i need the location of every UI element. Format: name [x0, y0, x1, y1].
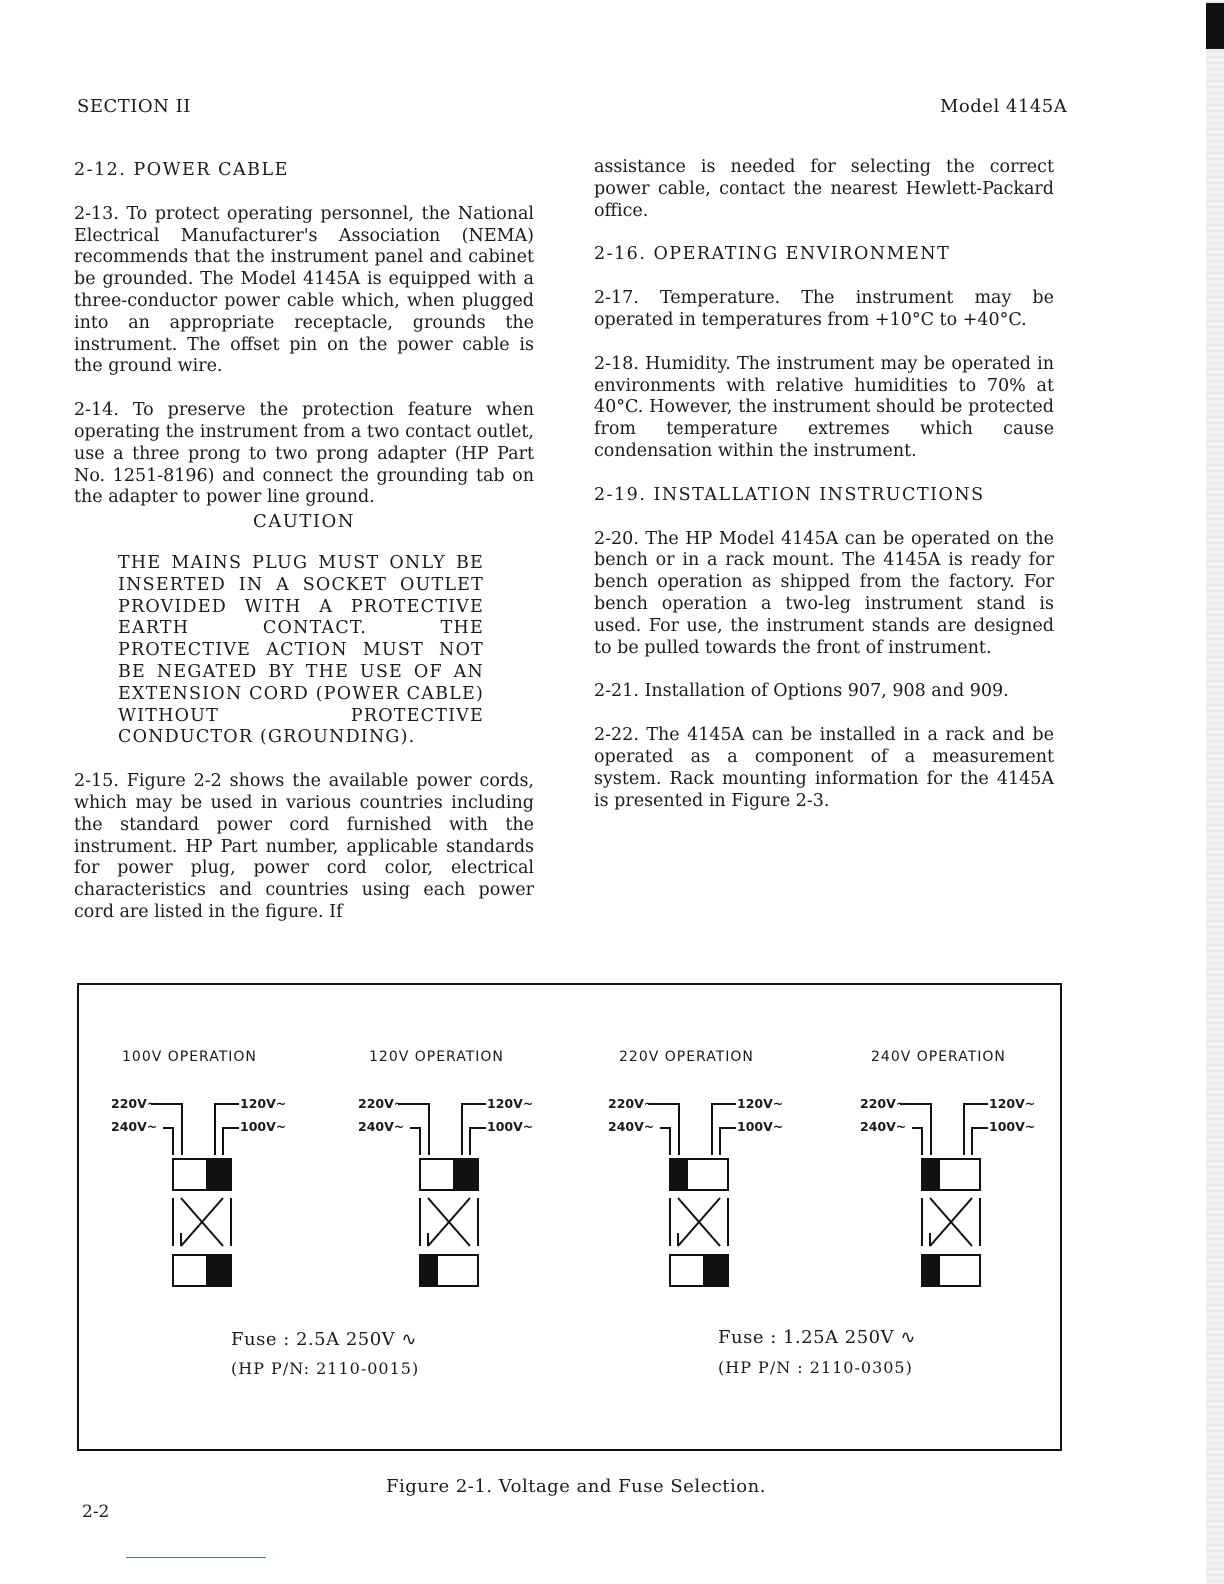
page-number: 2-2 — [82, 1502, 110, 1522]
fuse-rating-left: Fuse : 2.5A 250V ∿ — [231, 1329, 417, 1350]
figure-2-1-box — [77, 983, 1062, 1451]
paragraph-continued: assistance is needed for selecting the correct power cable, contact the nearest Hewlett-Packard office. — [594, 157, 1054, 221]
label-100v: 100V~ — [487, 1119, 534, 1134]
paragraph-2-17: 2-17. Temperature. The instrument may be operated in temperatures from +10°C to +40°C. — [594, 288, 1054, 330]
operation-title: 120V OPERATION — [369, 1049, 504, 1065]
fuse-part-number-right: (HP P/N : 2110-0305) — [718, 1358, 913, 1377]
scan-edge-mark — [1206, 3, 1224, 49]
operation-title: 100V OPERATION — [122, 1049, 257, 1065]
paragraph-2-13: 2-13. To protect operating personnel, the National Electrical Manufacturer's Association (NEMA) recommends that the instrument panel and cabinet be grounded. The Model 4145A is equipped with a three-conductor power cable which, when plugged into an appropriate receptacle, grounds the instrument. The offset pin on the power cable is the ground wire. — [74, 203, 534, 377]
label-220v: 220V~ — [608, 1096, 655, 1111]
label-100v: 100V~ — [240, 1119, 287, 1134]
label-120v: 120V~ — [487, 1096, 534, 1111]
heading-2-12: 2-12. POWER CABLE — [74, 160, 289, 180]
voltage-selector-diagram — [356, 1085, 556, 1295]
model-label: Model 4145A — [940, 96, 1068, 117]
underline-mark — [126, 1557, 266, 1558]
scan-edge — [1206, 0, 1224, 1584]
heading-2-19: 2-19. INSTALLATION INSTRUCTIONS — [594, 484, 985, 505]
label-220v: 220V~ — [860, 1096, 907, 1111]
label-240v: 240V~ — [860, 1119, 907, 1134]
caution-text: THE MAINS PLUG MUST ONLY BE INSERTED IN A SOCKET OUTLET PROVIDED WITH A PROTECTIVE EARTH CONTACT. THE PROTECTIVE ACTION MUST NOT BE NEGATED BY THE USE OF AN EXTENSION CORD (POWER CABLE) WITHOUT PROTECTIVE CONDUCTOR (GROUNDING). — [118, 552, 484, 748]
label-120v: 120V~ — [989, 1096, 1036, 1111]
label-100v: 100V~ — [737, 1119, 784, 1134]
label-120v: 120V~ — [737, 1096, 784, 1111]
operation-title: 240V OPERATION — [871, 1049, 1006, 1065]
paragraph-2-14: 2-14. To preserve the protection feature when operating the instrument from a two contact outlet, use a three prong to two prong adapter (HP Part No. 1251-8196) and connect the grounding tab on the adapter to power line ground. — [74, 400, 534, 508]
label-220v: 220V~ — [111, 1096, 158, 1111]
paragraph-2-20: 2-20. The HP Model 4145A can be operated on the bench or in a rack mount. The 4145A is ready for bench operation as shipped from the factory. For bench operation a two-leg instrument stand is used. For use, the instrument stands are designed to be pulled towards the front of instrument. — [594, 528, 1054, 658]
voltage-selector-diagram — [109, 1085, 309, 1295]
left-column — [74, 160, 534, 924]
fuse-rating-right: Fuse : 1.25A 250V ∿ — [718, 1327, 916, 1348]
paragraph-2-22: 2-22. The 4145A can be installed in a rack and be operated as a component of a measurement system. Rack mounting information for the 4145A is presented in Figure 2-3. — [594, 725, 1054, 811]
section-label: SECTION II — [77, 96, 191, 117]
label-220v: 220V~ — [358, 1096, 405, 1111]
voltage-selector-diagram — [606, 1085, 806, 1295]
paragraph-2-21: 2-21. Installation of Options 907, 908 and 909. — [594, 681, 1009, 702]
label-240v: 240V~ — [358, 1119, 405, 1134]
paragraph-2-15: 2-15. Figure 2-2 shows the available power cords, which may be used in various countries including the standard power cord furnished with the instrument. HP Part number, applicable standards for power plug, power cord color, electrical characteristics and countries using each power cord are listed in the figure. If — [74, 771, 534, 922]
fuse-part-number-left: (HP P/N: 2110-0015) — [231, 1359, 420, 1378]
label-240v: 240V~ — [111, 1119, 158, 1134]
figure-caption: Figure 2-1. Voltage and Fuse Selection. — [386, 1476, 766, 1497]
operation-title: 220V OPERATION — [619, 1049, 754, 1065]
heading-2-16: 2-16. OPERATING ENVIRONMENT — [594, 244, 951, 265]
paragraph-2-18: 2-18. Humidity. The instrument may be operated in environments with relative humidities to 70% at 40°C. However, the instrument should be protected from temperature extremes which cause condensation within the instrument. — [594, 353, 1054, 461]
label-100v: 100V~ — [989, 1119, 1036, 1134]
caution-title: CAUTION — [252, 511, 356, 533]
label-240v: 240V~ — [608, 1119, 655, 1134]
right-column — [594, 157, 1054, 812]
label-120v: 120V~ — [240, 1096, 287, 1111]
voltage-selector-diagram — [858, 1085, 1058, 1295]
